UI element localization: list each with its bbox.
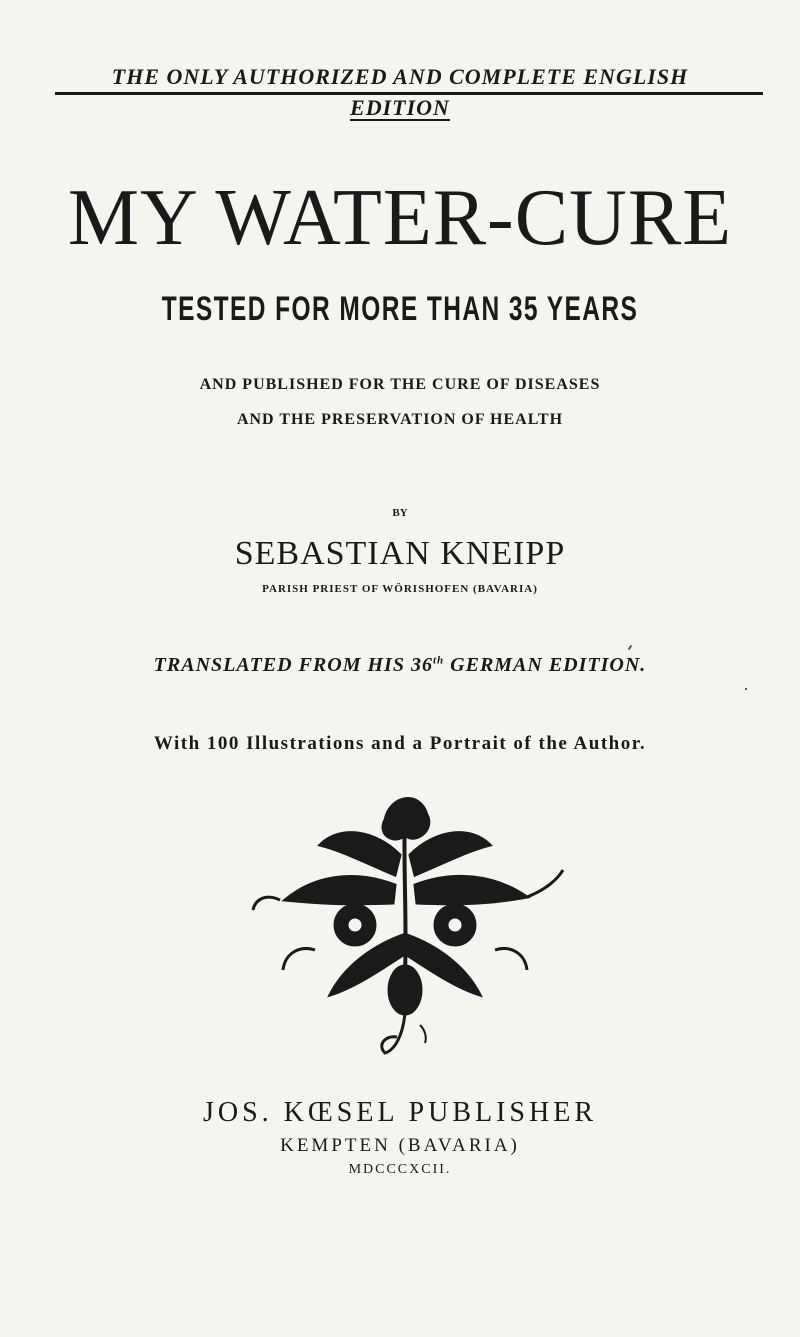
book-subtitle: TESTED FOR MORE THAN 35 YEARS <box>161 290 639 328</box>
print-speck <box>628 645 633 650</box>
book-title: MY WATER-CURE <box>67 174 733 262</box>
publication-year: MDCCCXCII. <box>348 1162 452 1177</box>
publisher-place: KEMPTEN (BAVARIA) <box>280 1135 520 1156</box>
translation-suffix: GERMAN EDITION. <box>444 654 647 676</box>
edition-notice-line1: THE ONLY AUTHORIZED AND COMPLETE ENGLISH <box>111 64 689 89</box>
print-speck-2 <box>745 688 747 690</box>
edition-notice-line2 <box>0 95 800 121</box>
author-position: PARISH PRIEST OF WÖRISHOFEN (BAVARIA) <box>262 583 538 595</box>
translation-superscript: th <box>432 654 445 667</box>
publisher-name: JOS. KŒSEL PUBLISHER <box>202 1097 597 1128</box>
purpose-line1: AND PUBLISHED FOR THE CURE OF DISEASES <box>199 376 601 393</box>
illustrations-note: With 100 Illustrations and a Portrait of the Author. <box>153 733 647 754</box>
edition-word: EDITION <box>350 95 450 120</box>
floral-ornament-icon <box>245 775 565 1075</box>
translation-note <box>0 654 800 677</box>
author-name: SEBASTIAN KNEIPP <box>234 535 566 572</box>
translation-prefix: TRANSLATED FROM HIS 36 <box>153 654 433 676</box>
purpose-line2: AND THE PRESERVATION OF HEALTH <box>236 411 564 428</box>
by-label: BY <box>392 507 408 519</box>
